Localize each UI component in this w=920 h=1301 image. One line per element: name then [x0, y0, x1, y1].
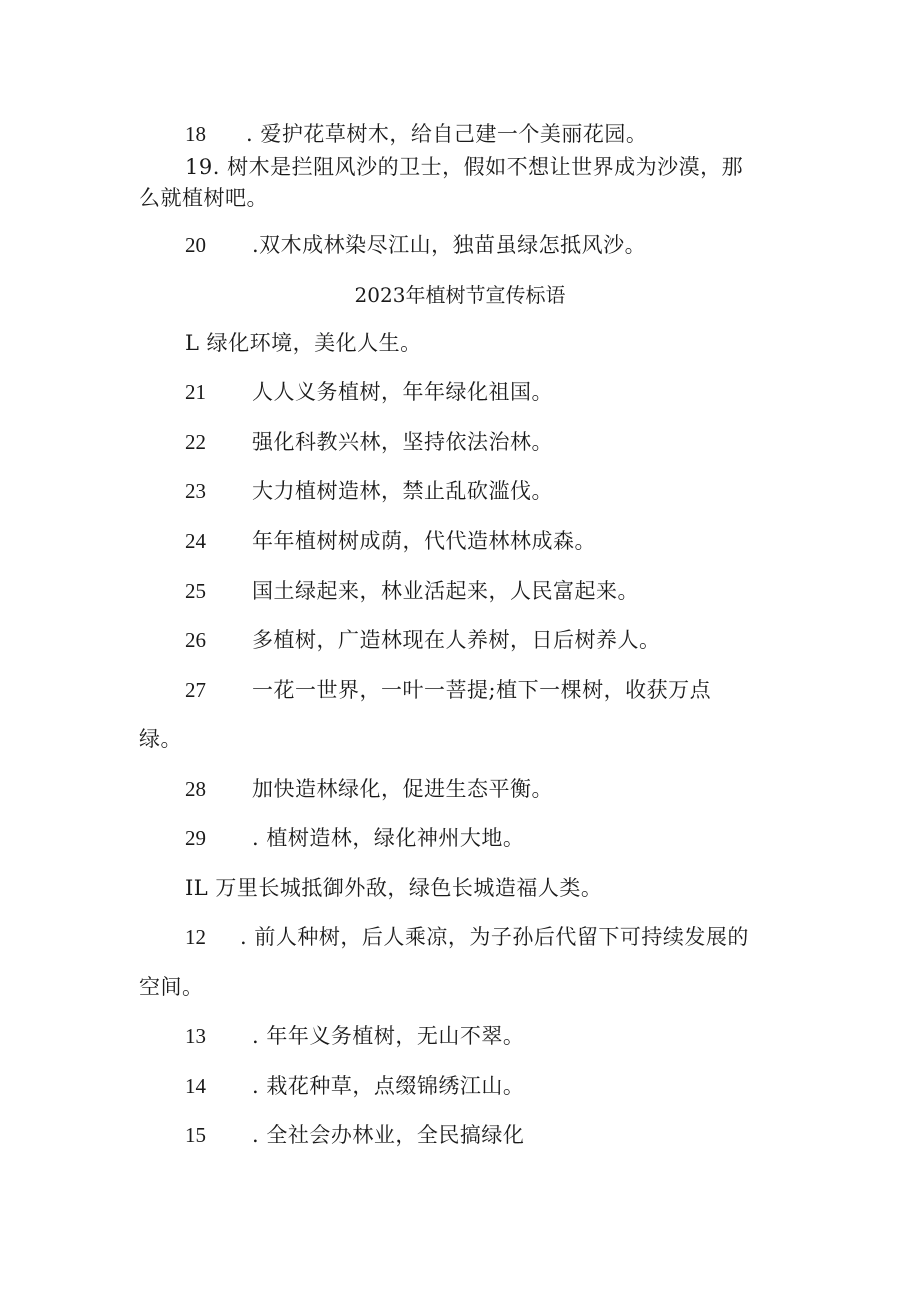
slogan-text: . 前人种树，后人乘凉，为子孙后代留下可持续发展的: [240, 925, 749, 949]
item-text: 19. 树木是拦阻风沙的卫士，假如不想让世界成为沙漠，那: [185, 155, 744, 179]
slogan-text: IL 万里长城抵御外敌，绿色长城造福人类。: [185, 876, 603, 900]
slogan-text: 强化科教兴林，坚持依法治林。: [252, 430, 553, 454]
slogan-text: 多植树，广造林现在人养树，日后树养人。: [252, 628, 661, 652]
item-text: . 爱护花草树木，给自己建一个美丽花园。: [246, 122, 648, 146]
slogan-number: 25: [185, 579, 206, 603]
item-number: 18: [185, 122, 206, 146]
slogan-text: 一花一世界，一叶一菩提;植下一棵树，收获万点: [252, 678, 712, 702]
item-text-continuation: 么就植树吧。: [139, 186, 268, 210]
slogan-number: 15: [185, 1123, 206, 1147]
slogan-text: 加快造林绿化，促进生态平衡。: [252, 777, 553, 801]
slogan-number: 12: [185, 925, 206, 949]
slogan-number: 22: [185, 430, 206, 454]
slogan-text-continuation: 绿。: [139, 727, 182, 751]
slogan-text: . 年年义务植树，无山不翠。: [252, 1024, 525, 1048]
slogan-text: 人人义务植树，年年绿化祖国。: [252, 380, 553, 404]
slogan-number: 27: [185, 678, 206, 702]
item-text: .双木成林染尽江山，独苗虽绿怎抵风沙。: [252, 233, 647, 257]
section-heading: 2023年植树节宣传标语: [354, 283, 566, 307]
item-number: 20: [185, 233, 206, 257]
slogan-number: 13: [185, 1024, 206, 1048]
slogan-text: 大力植树造林，禁止乱砍滥伐。: [252, 479, 553, 503]
slogan-text: 年年植树树成荫，代代造林林成森。: [252, 529, 596, 553]
slogan-text: L 绿化环境，美化人生。: [185, 331, 422, 355]
slogan-text: 国土绿起来，林业活起来，人民富起来。: [252, 579, 639, 603]
slogan-number: 26: [185, 628, 206, 652]
slogan-text: . 全社会办林业，全民搞绿化: [252, 1123, 525, 1147]
slogan-text: . 植树造林，绿化神州大地。: [252, 826, 525, 850]
slogan-number: 24: [185, 529, 206, 553]
slogan-number: 23: [185, 479, 206, 503]
slogan-text: . 栽花种草，点缀锦绣江山。: [252, 1074, 525, 1098]
slogan-number: 29: [185, 826, 206, 850]
slogan-text-continuation: 空间。: [139, 975, 204, 999]
slogan-number: 14: [185, 1074, 206, 1098]
slogan-number: 28: [185, 777, 206, 801]
slogan-number: 21: [185, 380, 206, 404]
